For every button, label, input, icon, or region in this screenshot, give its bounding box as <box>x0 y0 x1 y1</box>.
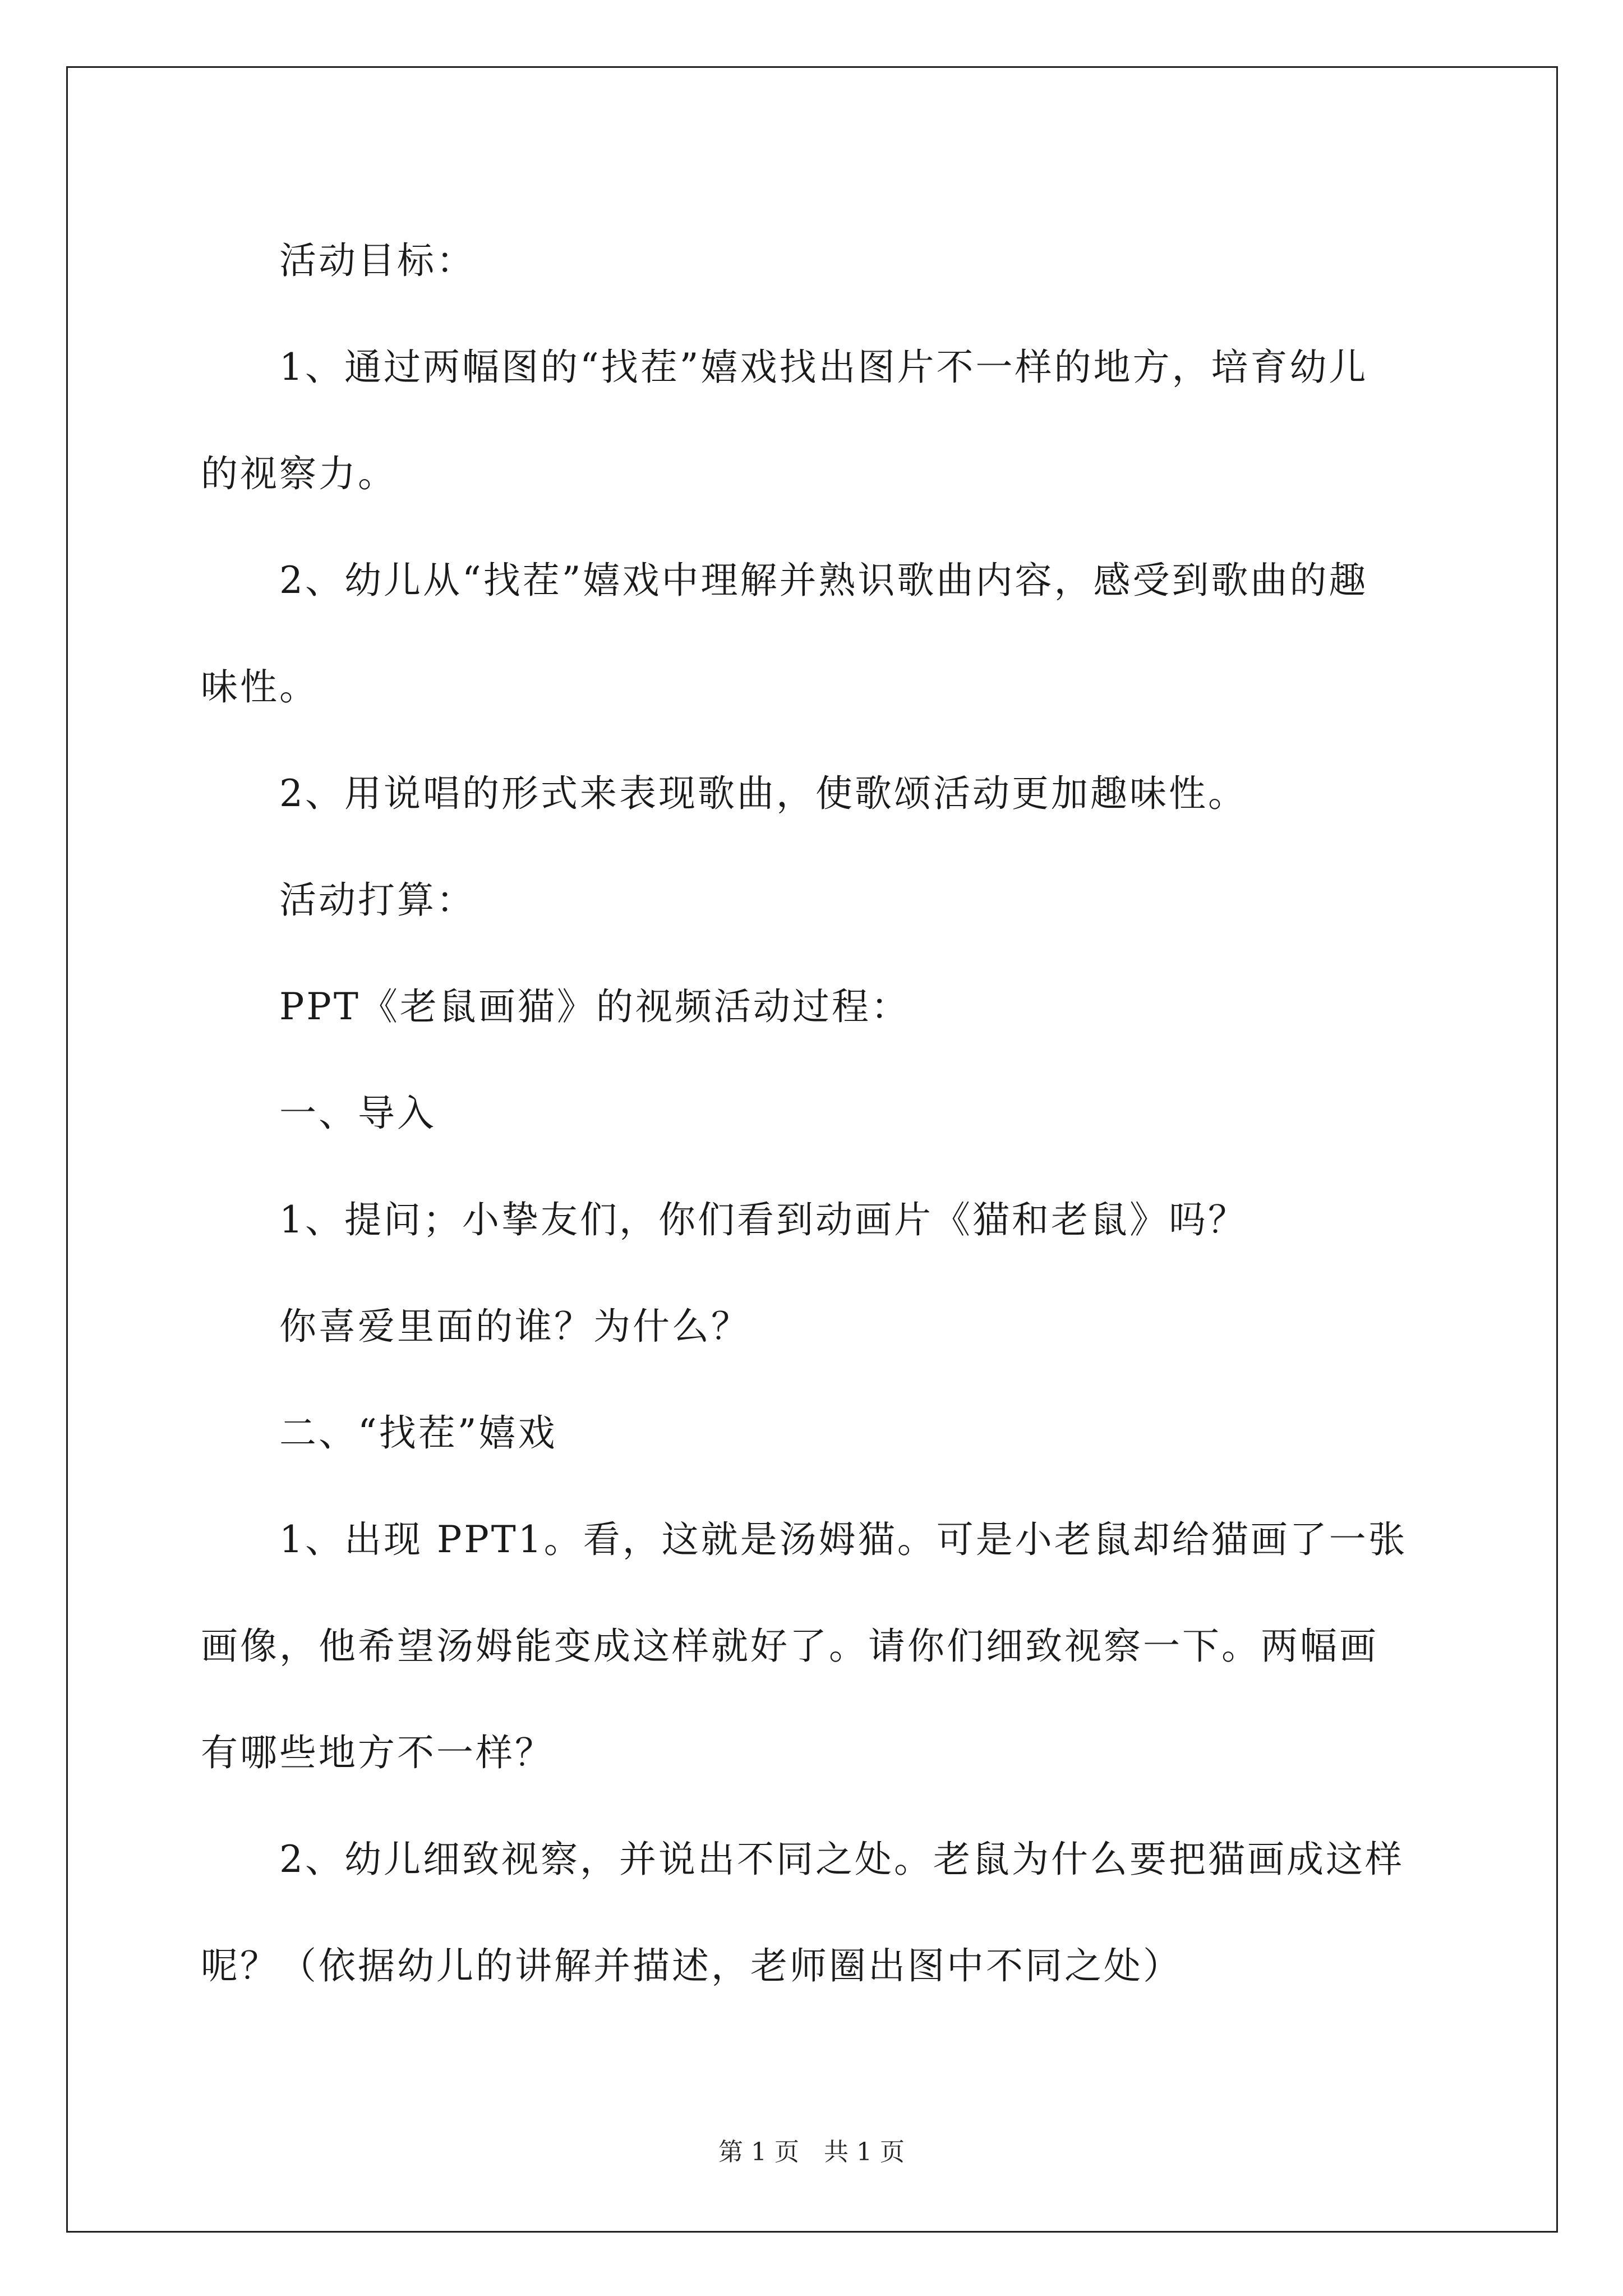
paragraph: 2、幼儿细致视察，并说出不同之处。老鼠为什么要把猫画成这样 <box>279 1838 1404 1881</box>
paragraph: 味性。 <box>201 665 319 708</box>
paragraph: 2、用说唱的形式来表现歌曲，使歌颂活动更加趣味性。 <box>279 772 1247 815</box>
document-body <box>201 208 1435 2019</box>
paragraph: 活动打算： <box>279 878 476 922</box>
paragraph: 1、通过两幅图的“找茬”嬉戏找出图片不一样的地方，培育幼儿 <box>279 346 1368 389</box>
paragraph: 二、“找茬”嬉戏 <box>279 1411 557 1455</box>
paragraph: 的视察力。 <box>201 452 397 495</box>
paragraph: 1、提问；小挚友们，你们看到动画片《猫和老鼠》吗？ <box>279 1198 1247 1241</box>
paragraph: 1、出现 PPT1。看，这就是汤姆猫。可是小老鼠却给猫画了一张 <box>279 1518 1408 1561</box>
paragraph: 2、幼儿从“找茬”嬉戏中理解并熟识歌曲内容，感受到歌曲的趣 <box>279 559 1368 602</box>
paragraph: 你喜爱里面的谁？为什么？ <box>279 1305 750 1348</box>
paragraph: 一、导入 <box>279 1092 436 1135</box>
paragraph: 画像，他希望汤姆能变成这样就好了。请你们细致视察一下。两幅画 <box>201 1625 1378 1668</box>
page-footer: 第 1 页 共 1 页 <box>718 2138 905 2166</box>
paragraph: 有哪些地方不一样？ <box>201 1731 554 1774</box>
paragraph: 活动目标： <box>279 239 476 282</box>
paragraph: PPT《老鼠画猫》的视频活动过程： <box>279 985 910 1028</box>
paragraph: 呢？（依据幼儿的讲解并描述，老师圈出图中不同之处） <box>201 1944 1182 1987</box>
